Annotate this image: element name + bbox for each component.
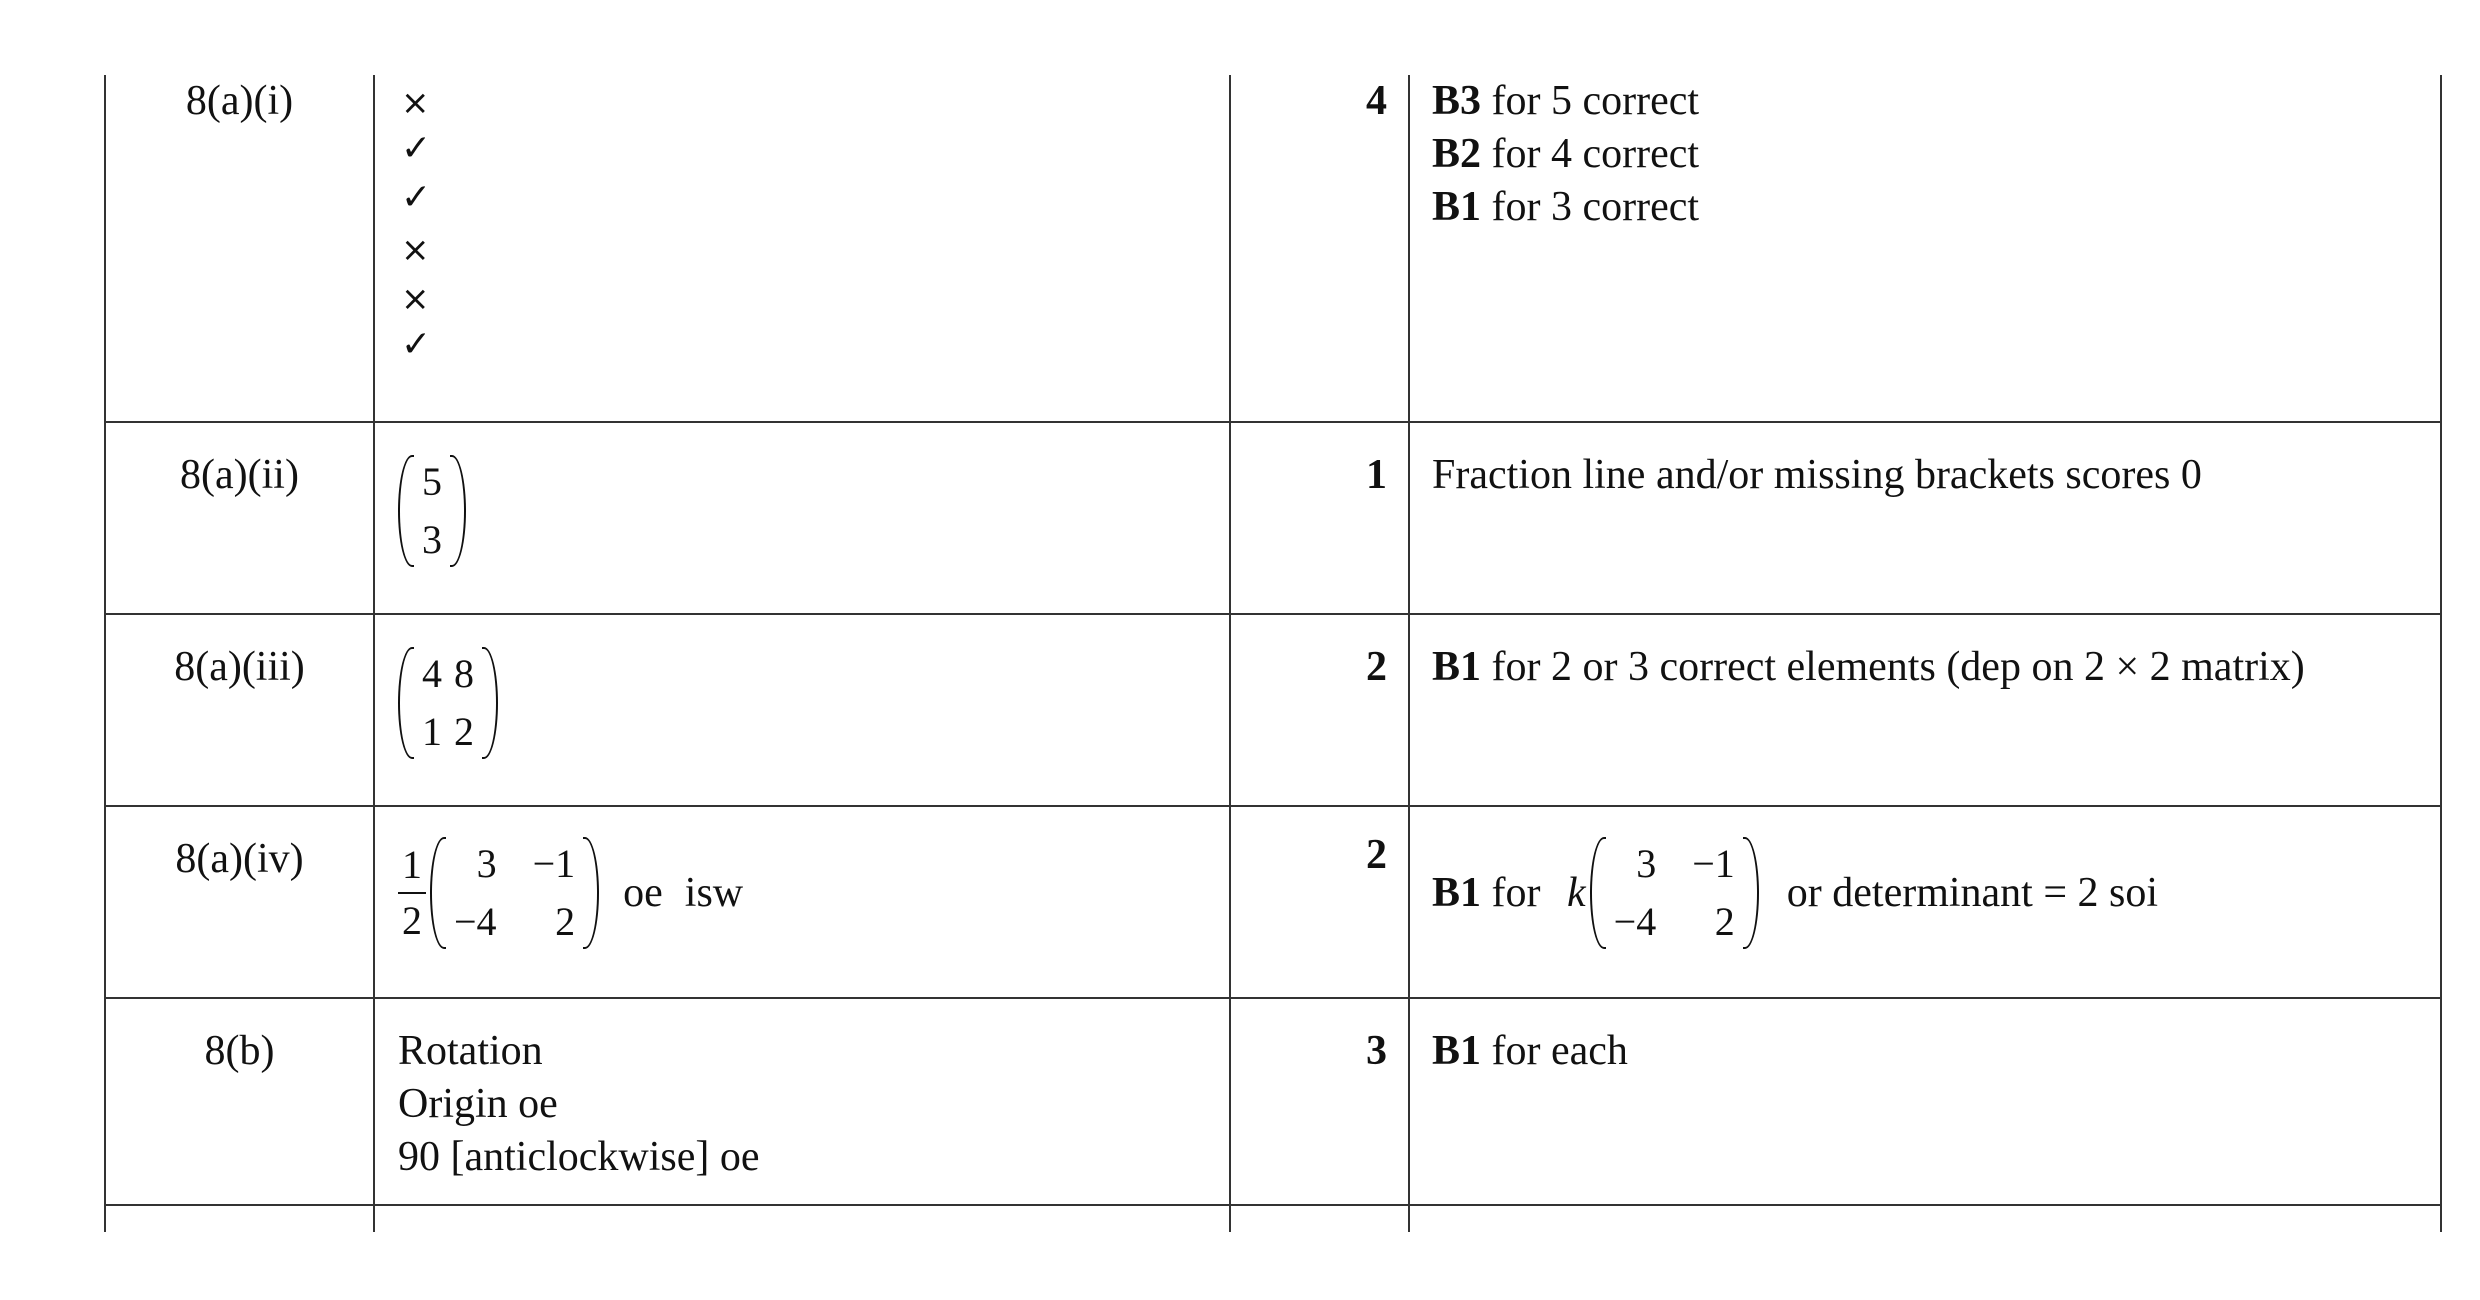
question-cell (105, 614, 374, 806)
question-number: 8(a)(iii) (174, 644, 305, 690)
guidance-line (1432, 128, 2440, 181)
check-icon: ✓ (401, 177, 432, 218)
variable-k: k (1567, 869, 1586, 916)
answer-matrix (398, 645, 498, 761)
fraction-numerator: 1 (398, 838, 426, 894)
fraction-denominator: 2 (402, 898, 422, 943)
marks-cell (1230, 806, 1409, 998)
question-number: 8(b) (204, 1028, 275, 1074)
table-row-continuation (105, 1205, 2441, 1232)
table-row (105, 614, 2441, 806)
guidance-cell (1409, 998, 2441, 1205)
answer-expression (398, 835, 1229, 951)
guidance-text: for 3 correct (1481, 184, 1700, 230)
check-icon: ✓ (401, 324, 432, 365)
matrix-entry: 2 (454, 709, 474, 754)
mark-code: B1 (1432, 1028, 1482, 1074)
guidance-text: for 2 or 3 correct elements (dep on 2 × 2 matrix) (1481, 644, 2305, 690)
matrix-entry: 4 (422, 651, 442, 696)
suffix-oe: oe (623, 869, 663, 916)
cross-icon: × (401, 230, 430, 270)
guidance-text: Fraction line and/or missing brackets scores 0 (1432, 452, 2202, 498)
matrix-entry: −1 (532, 841, 576, 886)
answer-cell (374, 806, 1230, 998)
guidance-line (1432, 181, 2440, 234)
table-row (105, 998, 2441, 1205)
fraction (398, 838, 426, 948)
cross-icon: × (401, 279, 430, 319)
guidance-line (1432, 999, 2440, 1078)
mark-code: B1 (1432, 644, 1482, 690)
mark-code: B3 (1432, 78, 1482, 124)
mark-scheme-table (104, 75, 2442, 1232)
guidance-cell (1409, 422, 2441, 614)
answer-vector (398, 453, 466, 569)
guidance-matrix (1590, 835, 1759, 951)
matrix-entry: 2 (555, 899, 576, 944)
question-number: 8(a)(i) (185, 78, 294, 124)
matrix-entry: −4 (454, 899, 497, 944)
matrix-entry: 3 (1636, 841, 1657, 886)
matrix-entry: 1 (422, 709, 442, 754)
question-cell (105, 75, 374, 422)
guidance-cell (1409, 75, 2441, 422)
answer-suffix (623, 867, 743, 920)
marks-cell (1230, 998, 1409, 1205)
matrix-entry: 8 (454, 651, 474, 696)
question-number: 8(a)(iv) (175, 836, 304, 882)
question-cell (105, 422, 374, 614)
matrix-entry: 3 (422, 517, 442, 562)
guidance-text: for 4 correct (1481, 131, 1700, 177)
answer-cell (374, 614, 1230, 806)
guidance-text: or determinant = 2 soi (1786, 869, 2159, 916)
cross-icon: × (401, 83, 430, 123)
answer-matrix (430, 835, 599, 951)
marks-cell (1230, 75, 1409, 422)
marks-cell (1230, 614, 1409, 806)
guidance-cell (1409, 806, 2441, 998)
table-row (105, 422, 2441, 614)
mark-code: B1 (1432, 184, 1482, 230)
table-row (105, 75, 2441, 422)
answer-line: 90 [anticlockwise] oe (398, 1134, 760, 1180)
marks-cell (1230, 422, 1409, 614)
guidance-line (1432, 615, 2440, 694)
matrix-entry: 2 (1714, 899, 1735, 944)
matrix-entry: −1 (1692, 841, 1735, 886)
matrix-entry: 5 (422, 459, 442, 504)
answer-line: Origin oe (398, 1081, 558, 1127)
answer-cell (374, 422, 1230, 614)
matrix-entry: 3 (476, 841, 497, 886)
table-row (105, 806, 2441, 998)
answer-line: Rotation (398, 1028, 543, 1074)
guidance-text: for 5 correct (1481, 78, 1700, 124)
guidance-text: for (1481, 869, 1551, 916)
marks-value: 2 (1366, 644, 1387, 690)
matrix-entry: −4 (1613, 899, 1657, 944)
question-cell (105, 806, 374, 998)
marks-value: 1 (1366, 452, 1387, 498)
tick-cross-list (398, 81, 1229, 367)
guidance-text: for each (1481, 1028, 1628, 1074)
mark-code: B2 (1432, 131, 1482, 177)
guidance-cell (1409, 614, 2441, 806)
mark-code: B1 (1432, 869, 1482, 916)
marks-value: 4 (1366, 78, 1387, 124)
question-cell (105, 998, 374, 1205)
answer-cell (374, 998, 1230, 1205)
marks-value: 3 (1366, 1028, 1387, 1074)
guidance-line (1432, 75, 2440, 128)
marks-value: 2 (1366, 832, 1387, 878)
check-icon: ✓ (401, 128, 432, 169)
guidance-expression (1432, 835, 2440, 951)
suffix-isw: isw (684, 869, 744, 916)
question-number: 8(a)(ii) (180, 452, 299, 498)
answer-cell (374, 75, 1230, 422)
